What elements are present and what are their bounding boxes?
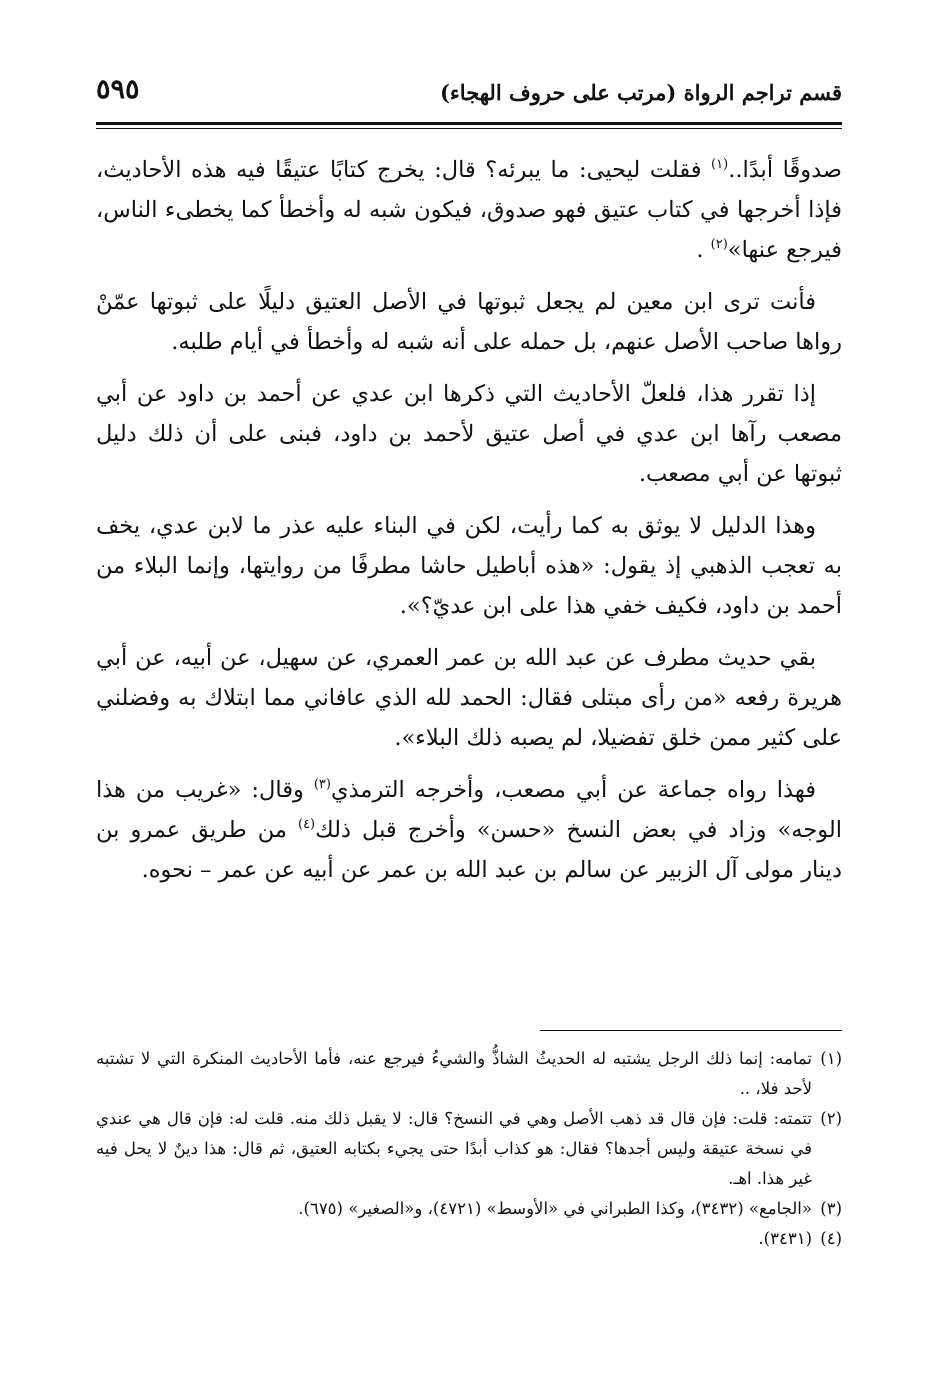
header-rule-thick — [96, 122, 842, 125]
paragraph-2: فأنت ترى ابن معين لم يجعل ثبوتها في الأصل العتيق دليلًا على ثبوتها عمّنْ رواها صاحب الأصل عنهم، بل حمله على أنه شبه له وأخطأ في أيام طلبه. — [96, 289, 842, 355]
footnote-ref-2: (٢) — [710, 237, 728, 252]
footnote-1 — [96, 1044, 842, 1104]
footnote-ref-1: (١) — [711, 157, 729, 172]
footnote-number: (٣) — [820, 1199, 842, 1218]
paragraph-4: وهذا الدليل لا يوثق به كما رأيت، لكن في البناء عليه عذر ما لابن عدي، يخف به تعجب الذهبي إذ يقول: «هذه أباطيل حاشا مطرفًا من روايتها، وإنما البلاء من أحمد بن داود، فكيف خفي هذا على ابن عديّ؟». — [96, 513, 842, 619]
paragraph-1-end: . — [696, 237, 711, 263]
main-text — [96, 150, 842, 902]
footnote-4 — [96, 1224, 842, 1254]
footnote-text: «الجامع» (٣٤٣٢)، وكذا الطبراني في «الأوسط» (٤٧٢١)، و«الصغير» (٦٧٥). — [298, 1199, 812, 1218]
footnote-number: (٢) — [820, 1109, 842, 1128]
running-header — [96, 72, 842, 116]
footnote-text: (٣٤٣١). — [758, 1229, 812, 1248]
header-rule-thin — [96, 128, 842, 129]
footnotes — [96, 1044, 842, 1254]
footnote-text: تمامه: إنما ذلك الرجل يشتبه له الحديثُ الشاذُّ والشيءُ فيرجع عنه، فأما الأحاديث المنكرة التي لا تشتبه لأحد فلا، .. — [96, 1049, 812, 1098]
paragraph-1-text-cont: فقلت ليحيى: ما يبرئه؟ قال: يخرج كتابًا عتيقًا فيه هذه الأحاديث، فإذا أخرجها في كتاب عتيق فهو صدوق، فيكون شبه له وأخطأ كما يخطىء الناس، فيرجع عنها» — [96, 157, 842, 263]
footnote-text: تتمته: قلت: فإن قال قد ذهب الأصل وهي في النسخ؟ قال: لا يقبل ذلك منه. قلت له: فإن قال هي عندي في نسخة عتيقة وليس أجدها؟ فقال: هو كذاب أبدًا حتى يجيء بكتابه العتيق، ثم قال: هذا دينٌ لا يحل فيه غير هذا. اهـ. — [96, 1109, 812, 1188]
header-title: قسم تراجم الرواة (مرتب على حروف الهجاء) — [439, 80, 842, 105]
footnote-ref-4: (٤) — [297, 817, 316, 832]
paragraph-5: بقي حديث مطرف عن عبد الله بن عمر العمري، عن سهيل، عن أبيه، عن أبي هريرة رفعه «من رأى مبتلى فقال: الحمد لله الذي عافاني مما ابتلاك به وفضلني على كثير ممن خلق تفضيلا، لم يصبه ذلك البلاء». — [96, 645, 842, 751]
paragraph-6 — [96, 770, 842, 890]
paragraph-1 — [96, 150, 842, 270]
footnote-3 — [96, 1194, 842, 1224]
paragraph-6-text-end: من طريق عمرو بن دينار مولى آل الزبير عن سالم بن عبد الله بن عمر عن أبيه عن عمر – نحوه. — [96, 817, 842, 883]
footnote-2 — [96, 1104, 842, 1194]
paragraph-1-text: صدوقًا أبدًا.. — [728, 157, 842, 183]
paragraph-6-text: فهذا رواه جماعة عن أبي مصعب، وأخرجه الترمذي — [330, 777, 816, 803]
footnote-separator — [540, 1030, 842, 1031]
paragraph-3: إذا تقرر هذا، فلعلّ الأحاديث التي ذكرها ابن عدي عن أحمد بن داود عن أبي مصعب رآها ابن عدي في أصل عتيق لأحمد بن داود، فبنى على أن ذلك دليل ثبوتها عن أبي مصعب. — [96, 381, 842, 487]
footnote-number: (١) — [820, 1049, 842, 1068]
page-number: ٥٩٥ — [96, 74, 140, 105]
paragraph-6-text-cont: وقال: «غريب من هذا الوجه» وزاد في بعض النسخ «حسن» وأخرج قبل ذلك — [96, 777, 842, 843]
footnote-ref-3: (٣) — [313, 777, 331, 792]
footnote-number: (٤) — [820, 1229, 842, 1248]
